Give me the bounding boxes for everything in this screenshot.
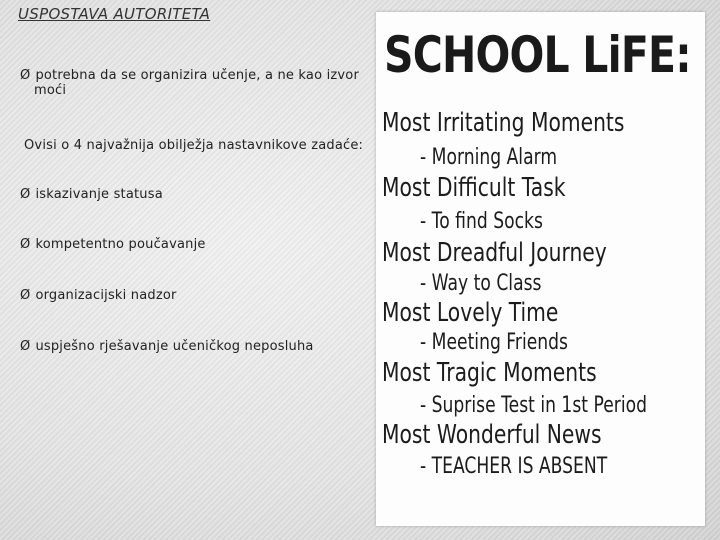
poster-answer: - Suprise Test in 1st Period [420,393,647,418]
poster-answer: - Meeting Friends [420,330,569,355]
intro-text-line2: moći [34,83,67,98]
intro-text-line1: potrebna da se organizira učenje, a ne kao izvor [35,68,360,83]
list-item [20,187,163,202]
list-item-label: kompetentno poučavanje [35,237,206,252]
poster-category: Most Lovely Time [382,298,559,328]
poster-category: Most Dreadful Journey [382,238,607,268]
arrow-bullet-icon: Ø [20,187,31,202]
poster-answer: - To find Socks [420,209,543,234]
poster-answer: - TEACHER IS ABSENT [420,454,608,479]
poster-category: Most Wonderful News [382,420,602,450]
lead-text: Ovisi o 4 najvažnija obilježja nastavnikove zadaće: [24,138,364,153]
slide-title: USPOSTAVA AUTORITETA [18,5,211,23]
poster-title: SCHOOL LiFE: [384,26,691,84]
list-item-label: organizacijski nadzor [35,288,177,303]
intro-bullet [20,68,359,98]
poster-category: Most Difficult Task [382,173,566,203]
list-item [20,339,314,354]
poster-category: Most Tragic Moments [382,358,597,388]
poster-category: Most Irritating Moments [382,108,625,138]
school-life-poster [376,12,705,526]
list-item [20,237,206,252]
list-item [20,288,177,303]
arrow-bullet-icon: Ø [20,339,31,354]
arrow-bullet-icon: Ø [20,237,31,252]
poster-answer: - Way to Class [420,271,542,296]
arrow-bullet-icon: Ø [20,68,31,83]
list-item-label: iskazivanje statusa [35,187,163,202]
arrow-bullet-icon: Ø [20,288,31,303]
poster-answer: - Morning Alarm [420,145,558,170]
list-item-label: uspješno rješavanje učeničkog neposluha [35,339,314,354]
